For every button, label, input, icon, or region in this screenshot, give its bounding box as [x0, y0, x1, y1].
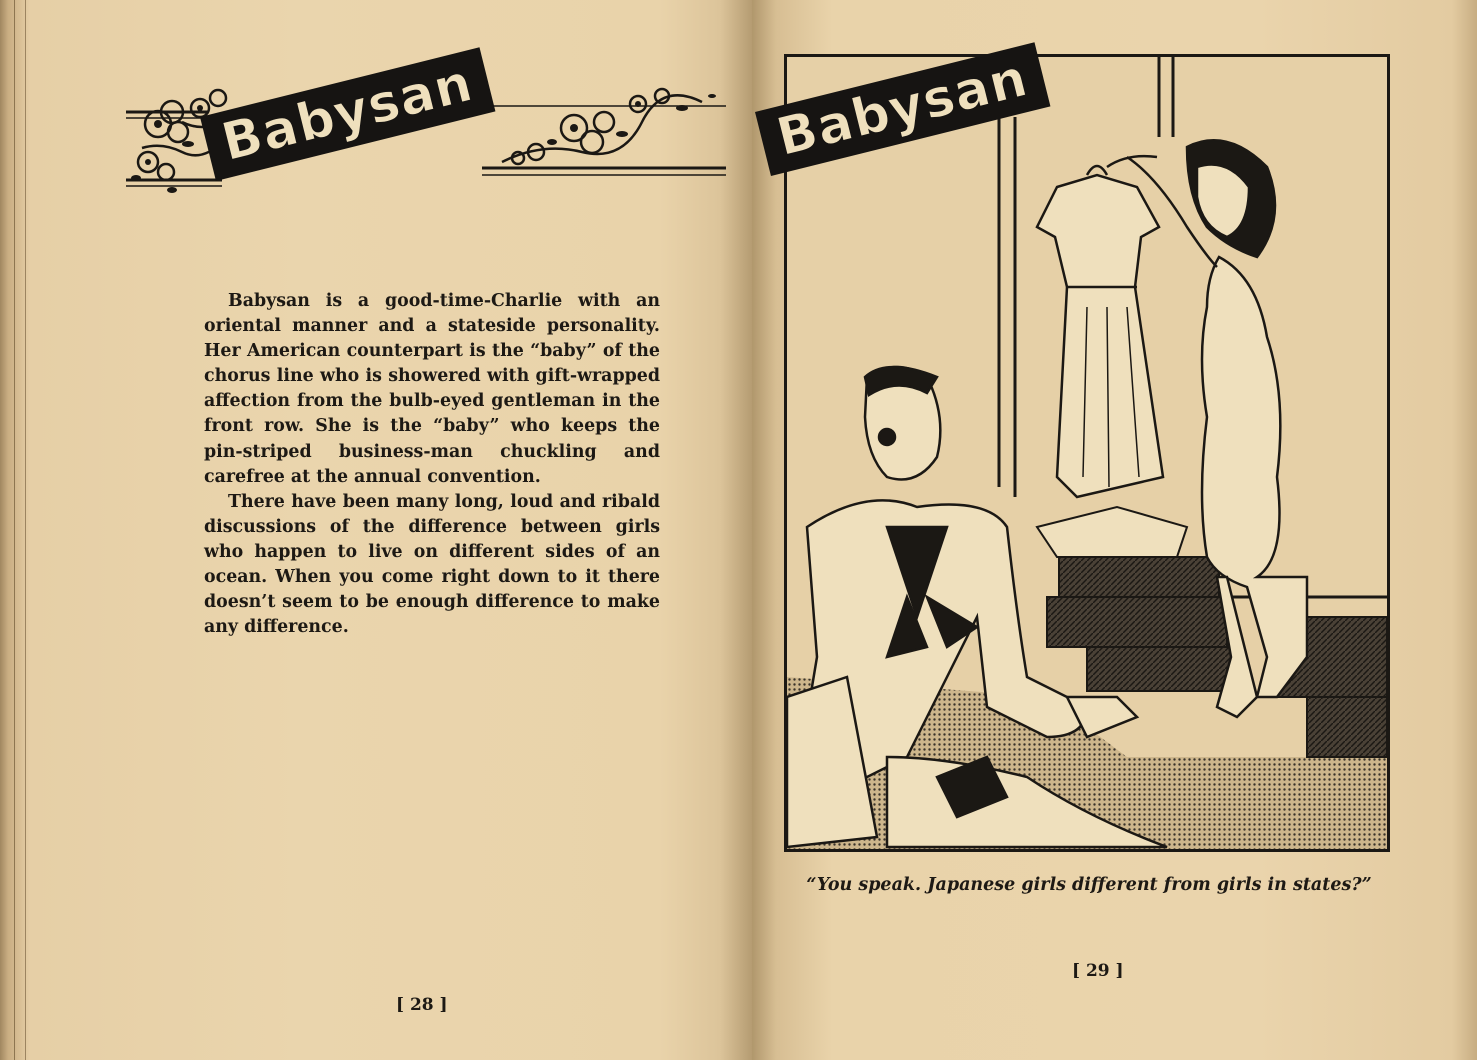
illustration-caption: “You speak. Japanese girls different from girls in states?” — [806, 875, 1372, 895]
left-page-banner — [122, 53, 728, 212]
banner-title: Babysan — [755, 42, 1050, 176]
page-number: [ 29 ] — [1072, 961, 1124, 981]
paragraph: Babysan is a good-time-Charlie with an oriental manner and a stateside personality. Her American counterpart is the “baby” of the chorus line who is showered with gift-wrapped affection from the bulb-eyed gentleman in the front row. She is the “baby” who keeps the pin-striped business-man chuckling and carefree at the annual convention. — [204, 291, 660, 487]
right-page — [752, 0, 1477, 1060]
page-number: [ 28 ] — [396, 995, 448, 1015]
page-edge-lines — [14, 0, 26, 1060]
illustration-frame — [771, 48, 1390, 852]
paragraph: There have been many long, loud and ribald discussions of the difference between girls who happen to live on different sides of an ocean. When you come right down to it there doesn’t seem to be enough difference to make any difference. — [204, 491, 660, 638]
right-page-banner — [755, 48, 1041, 205]
body-text — [204, 289, 660, 640]
banner-title: Babysan — [200, 47, 495, 181]
